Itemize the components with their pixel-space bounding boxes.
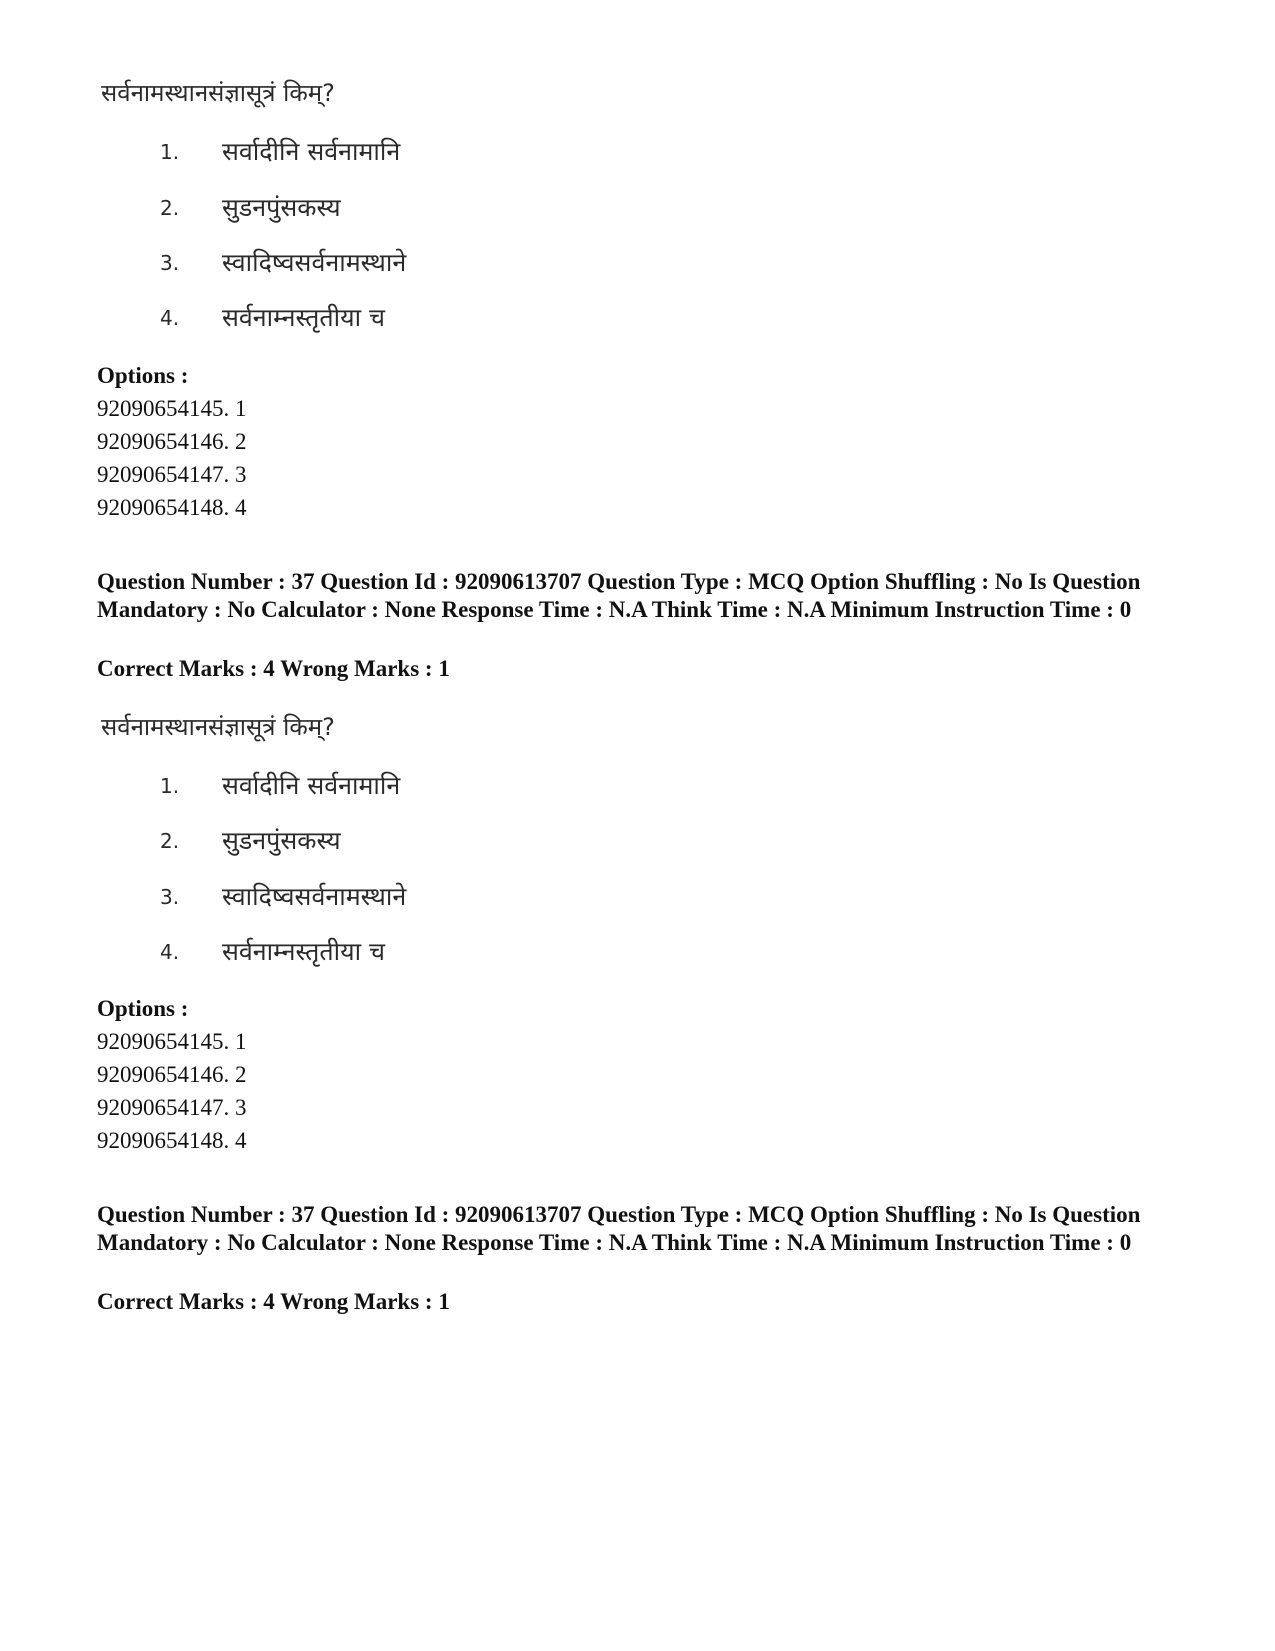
option-row: 92090654145. 1 [97,1029,247,1054]
question-stem: सर्वनामस्थानसंज्ञासूत्रं किम्? [101,79,335,107]
option-row: 92090654147. 3 [97,1095,247,1120]
choice-number: 1. [160,774,180,798]
choice-number: 1. [160,140,180,164]
question-metadata: Question Number : 37 Question Id : 92090613707 Question Type : MCQ Option Shuffling : No Is Question Mandatory : No Calculator : None Response Time : N.A Think Time : N.A Minimum Instruction Time : 0 [97,1202,1141,1255]
choice-text: सर्वनाम्नस्तृतीया च [222,937,385,966]
choice-number: 3. [160,885,180,909]
choice-text: सुडनपुंसकस्य [222,826,341,855]
options-heading: Options : [97,363,189,388]
choice-number: 2. [160,196,180,220]
marks-info: Correct Marks : 4 Wrong Marks : 1 [97,656,450,681]
options-heading: Options : [97,996,189,1021]
question-stem: सर्वनामस्थानसंज्ञासूत्रं किम्? [101,713,335,741]
choice-number: 2. [160,829,180,853]
question-metadata: Question Number : 37 Question Id : 92090613707 Question Type : MCQ Option Shuffling : No Is Question Mandatory : No Calculator : None Response Time : N.A Think Time : N.A Minimum Instruction Time : 0 [97,569,1141,622]
choice-number: 3. [160,251,180,275]
choice-text: स्वादिष्वसर्वनामस्थाने [222,882,407,911]
option-row: 92090654145. 1 [97,396,247,421]
choice-text: सर्वनाम्नस्तृतीया च [222,303,385,332]
choice-number: 4. [160,306,180,330]
option-row: 92090654148. 4 [97,1128,247,1153]
option-row: 92090654148. 4 [97,495,247,520]
choice-text: सर्वादीनि सर्वनामानि [222,771,401,800]
option-row: 92090654147. 3 [97,462,247,487]
choice-text: सुडनपुंसकस्य [222,193,341,222]
choice-text: स्वादिष्वसर्वनामस्थाने [222,248,407,277]
option-row: 92090654146. 2 [97,429,247,454]
choice-number: 4. [160,940,180,964]
marks-info: Correct Marks : 4 Wrong Marks : 1 [97,1289,450,1314]
choice-text: सर्वादीनि सर्वनामानि [222,137,401,166]
option-row: 92090654146. 2 [97,1062,247,1087]
